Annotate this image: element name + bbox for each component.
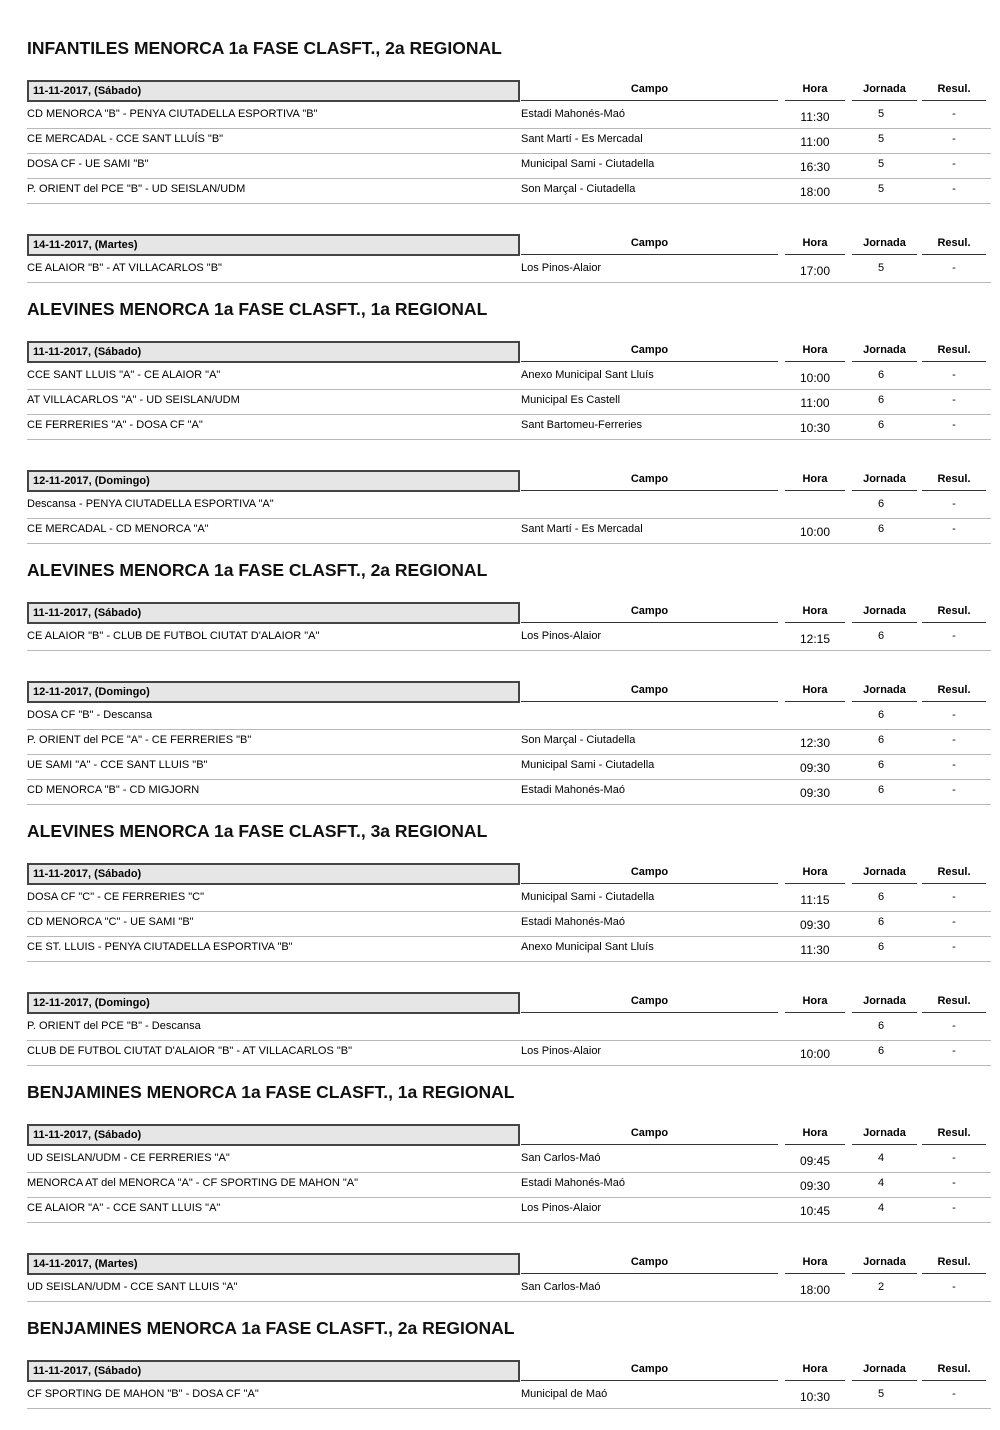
column-header-resul: Resul. [922,80,986,101]
match-date: 12-11-2017, (Domingo) [27,681,520,703]
group-header [0,602,1000,624]
match-time: 11:15 [800,893,830,907]
group-header [0,1253,1000,1275]
match-venue: Estadi Mahonés-Maó [521,1177,625,1189]
match-round: 6 [877,941,885,953]
match-time: 09:30 [799,786,831,800]
column-header-resul: Resul. [922,470,986,491]
column-header-jornada: Jornada [852,341,917,362]
column-header-resul: Resul. [922,341,986,362]
match-round: 5 [877,158,885,170]
match-teams: CE ALAIOR "B" - CLUB DE FUTBOL CIUTAT D'ALAIOR "A" [27,630,320,642]
match-venue: Estadi Mahonés-Maó [521,108,625,120]
match-venue: Sant Bartomeu-Ferreries [521,419,643,431]
match-result: - [952,1152,956,1164]
match-round: 4 [877,1177,885,1189]
match-teams: CE MERCADAL - CD MENORCA "A" [27,523,209,535]
match-time: 10:45 [799,1204,831,1218]
column-header-jornada: Jornada [852,602,917,623]
column-header-hora: Hora [785,80,845,101]
match-time: 10:30 [799,421,831,435]
column-header-jornada: Jornada [852,80,917,101]
fixture-row [27,937,991,962]
match-time: 09:30 [799,918,831,932]
match-result: - [952,183,956,195]
match-teams: UD SEISLAN/UDM - CE FERRERIES "A" [27,1152,230,1164]
match-result: - [952,419,956,431]
fixture-row [27,494,991,519]
match-date: 11-11-2017, (Sábado) [27,1124,520,1146]
match-round: 4 [877,1202,885,1214]
match-result: - [952,1177,956,1189]
match-venue: Anexo Municipal Sant Lluís [521,941,654,953]
match-result: - [952,133,956,145]
match-round: 6 [877,891,885,903]
fixture-row [27,780,991,805]
column-header-campo: Campo [521,341,778,362]
match-venue: Municipal Sami - Ciutadella [521,158,655,170]
match-round: 6 [877,419,885,431]
column-header-campo: Campo [521,863,778,884]
fixture-row [27,129,991,154]
match-teams: CCE SANT LLUIS "A" - CE ALAIOR "A" [27,369,221,381]
match-result: - [952,108,956,120]
column-header-resul: Resul. [922,992,986,1013]
match-date: 11-11-2017, (Sábado) [27,602,520,624]
section-title: ALEVINES MENORCA 1a FASE CLASFT., 3a REGIONAL [27,821,488,841]
match-venue: Municipal Es Castell [521,394,621,406]
fixture-row [27,519,991,544]
group-header [0,470,1000,492]
match-teams: P. ORIENT del PCE "B" - Descansa [27,1020,201,1032]
group-header [0,681,1000,703]
fixture-row [27,626,991,651]
match-teams: AT VILLACARLOS "A" - UD SEISLAN/UDM [27,394,240,406]
fixture-row [27,1277,991,1302]
match-round: 6 [877,734,885,746]
column-header-jornada: Jornada [852,1124,917,1145]
match-venue: Los Pinos-Alaior [521,1045,602,1057]
group-header [0,992,1000,1014]
match-date: 12-11-2017, (Domingo) [27,992,520,1014]
group-header [0,341,1000,363]
column-header-jornada: Jornada [852,234,917,255]
match-round: 2 [877,1281,885,1293]
match-result: - [952,262,956,274]
section-title: ALEVINES MENORCA 1a FASE CLASFT., 2a REGIONAL [27,560,488,580]
column-header-campo: Campo [521,681,778,702]
column-header-jornada: Jornada [852,1253,917,1274]
fixture-row [27,887,991,912]
match-venue: Los Pinos-Alaior [521,262,602,274]
match-result: - [952,916,956,928]
match-result: - [952,158,956,170]
column-header-hora: Hora [785,863,845,884]
column-header-hora: Hora [785,681,845,702]
match-venue: Son Marçal - Ciutadella [521,734,636,746]
column-header-campo: Campo [521,1253,778,1274]
section-title: BENJAMINES MENORCA 1a FASE CLASFT., 2a REGIONAL [27,1318,515,1338]
match-teams: CE ALAIOR "B" - AT VILLACARLOS "B" [27,262,222,274]
match-teams: CE MERCADAL - CCE SANT LLUÍS "B" [27,133,224,145]
column-header-campo: Campo [521,992,778,1013]
section-title: ALEVINES MENORCA 1a FASE CLASFT., 1a REGIONAL [27,299,488,319]
match-result: - [952,784,956,796]
column-header-jornada: Jornada [852,992,917,1013]
match-venue: Sant Martí - Es Mercadal [521,523,643,535]
match-teams: CF SPORTING DE MAHON "B" - DOSA CF "A" [27,1388,259,1400]
match-teams: DOSA CF "B" - Descansa [27,709,153,721]
match-time: 10:00 [799,371,831,385]
match-venue: Los Pinos-Alaior [521,630,602,642]
match-date: 11-11-2017, (Sábado) [27,863,520,885]
match-time: 16:30 [799,160,831,174]
fixture-row [27,1016,991,1041]
match-time: 18:00 [799,1283,831,1297]
match-date: 11-11-2017, (Sábado) [27,341,520,363]
column-header-hora: Hora [785,470,845,491]
match-venue: Estadi Mahonés-Maó [521,916,625,928]
fixture-row [27,1198,991,1223]
match-result: - [952,709,956,721]
match-result: - [952,1045,956,1057]
group-header [0,234,1000,256]
match-round: 5 [877,133,885,145]
match-round: 6 [877,369,885,381]
match-result: - [952,498,956,510]
column-header-campo: Campo [521,602,778,623]
section-title: INFANTILES MENORCA 1a FASE CLASFT., 2a REGIONAL [27,38,502,58]
column-header-hora: Hora [785,341,845,362]
match-venue: Sant Martí - Es Mercadal [521,133,643,145]
fixture-row [27,258,991,283]
column-header-campo: Campo [521,234,778,255]
fixture-row [27,365,991,390]
column-header-resul: Resul. [922,602,986,623]
match-teams: CD MENORCA "B" - CD MIGJORN [27,784,200,796]
column-header-campo: Campo [521,1360,778,1381]
match-result: - [952,891,956,903]
match-time: 11:00 [800,396,830,410]
column-header-jornada: Jornada [852,470,917,491]
match-teams: DOSA CF - UE SAMI "B" [27,158,149,170]
match-result: - [952,394,956,406]
fixture-row [27,390,991,415]
fixture-row [27,179,991,204]
column-header-hora: Hora [785,1360,845,1381]
match-time: 11:00 [800,135,830,149]
match-teams: Descansa - PENYA CIUTADELLA ESPORTIVA "A" [27,498,274,510]
match-result: - [952,734,956,746]
match-round: 6 [877,1045,885,1057]
fixture-row [27,1384,991,1409]
match-time: 17:00 [799,264,831,278]
match-round: 5 [877,1388,885,1400]
match-round: 6 [877,759,885,771]
fixture-row [27,415,991,440]
match-teams: UD SEISLAN/UDM - CCE SANT LLUIS "A" [27,1281,238,1293]
match-date: 14-11-2017, (Martes) [27,234,520,256]
match-teams: P. ORIENT del PCE "B" - UD SEISLAN/UDM [27,183,246,195]
column-header-resul: Resul. [922,681,986,702]
match-teams: CE ALAIOR "A" - CCE SANT LLUIS "A" [27,1202,221,1214]
fixture-row [27,1173,991,1198]
match-round: 6 [877,498,885,510]
match-time: 10:30 [799,1390,831,1404]
match-venue: Municipal Sami - Ciutadella [521,891,655,903]
fixture-row [27,104,991,129]
match-result: - [952,1281,956,1293]
column-header-jornada: Jornada [852,681,917,702]
column-header-hora: Hora [785,1253,845,1274]
column-header-campo: Campo [521,470,778,491]
section-title: BENJAMINES MENORCA 1a FASE CLASFT., 1a REGIONAL [27,1082,515,1102]
fixture-row [27,912,991,937]
match-result: - [952,630,956,642]
column-header-jornada: Jornada [852,1360,917,1381]
group-header [0,80,1000,102]
match-round: 5 [877,262,885,274]
match-round: 5 [877,183,885,195]
match-venue: Estadi Mahonés-Maó [521,784,625,796]
match-venue: San Carlos-Maó [521,1281,601,1293]
match-result: - [952,1020,956,1032]
match-venue: Municipal de Maó [521,1388,608,1400]
match-time: 12:30 [799,736,831,750]
group-header [0,1360,1000,1382]
match-teams: P. ORIENT del PCE "A" - CE FERRERIES "B" [27,734,252,746]
match-result: - [952,1388,956,1400]
match-teams: DOSA CF "C" - CE FERRERIES "C" [27,891,204,903]
match-teams: MENORCA AT del MENORCA "A" - CF SPORTING DE MAHON "A" [27,1177,359,1189]
column-header-hora: Hora [785,1124,845,1145]
match-venue: Los Pinos-Alaior [521,1202,602,1214]
column-header-resul: Resul. [922,863,986,884]
match-date: 11-11-2017, (Sábado) [27,80,520,102]
match-round: 4 [877,1152,885,1164]
match-round: 6 [877,709,885,721]
match-time: 09:30 [799,1179,831,1193]
match-teams: CE ST. LLUIS - PENYA CIUTADELLA ESPORTIVA "B" [27,941,293,953]
match-round: 6 [877,916,885,928]
match-venue: San Carlos-Maó [521,1152,601,1164]
match-date: 14-11-2017, (Martes) [27,1253,520,1275]
fixture-row [27,730,991,755]
match-teams: UE SAMI "A" - CCE SANT LLUIS "B" [27,759,208,771]
column-header-resul: Resul. [922,1360,986,1381]
match-teams: CD MENORCA "C" - UE SAMI "B" [27,916,194,928]
match-venue: Anexo Municipal Sant Lluís [521,369,654,381]
match-result: - [952,369,956,381]
match-time: 10:00 [799,1047,831,1061]
column-header-campo: Campo [521,1124,778,1145]
fixture-row [27,1148,991,1173]
match-round: 6 [877,1020,885,1032]
match-teams: CLUB DE FUTBOL CIUTAT D'ALAIOR "B" - AT VILLACARLOS "B" [27,1045,352,1057]
fixture-row [27,755,991,780]
match-date: 12-11-2017, (Domingo) [27,470,520,492]
group-header [0,863,1000,885]
match-result: - [952,759,956,771]
match-result: - [952,941,956,953]
match-round: 5 [877,108,885,120]
match-time: 18:00 [799,185,831,199]
match-round: 6 [877,523,885,535]
match-time: 09:30 [799,761,831,775]
match-teams: CE FERRERIES "A" - DOSA CF "A" [27,419,203,431]
fixture-row [27,1041,991,1066]
match-teams: CD MENORCA "B" - PENYA CIUTADELLA ESPORTIVA "B" [27,108,318,120]
column-header-resul: Resul. [922,1253,986,1274]
match-date: 11-11-2017, (Sábado) [27,1360,520,1382]
column-header-resul: Resul. [922,234,986,255]
column-header-jornada: Jornada [852,863,917,884]
column-header-hora: Hora [785,602,845,623]
column-header-hora: Hora [785,992,845,1013]
match-result: - [952,523,956,535]
group-header [0,1124,1000,1146]
match-time: 12:15 [799,632,831,646]
column-header-hora: Hora [785,234,845,255]
match-venue: Son Marçal - Ciutadella [521,183,636,195]
match-time: 10:00 [799,525,831,539]
column-header-campo: Campo [521,80,778,101]
match-result: - [952,1202,956,1214]
fixture-row [27,154,991,179]
match-venue: Municipal Sami - Ciutadella [521,759,655,771]
match-round: 6 [877,784,885,796]
fixture-row [27,705,991,730]
match-round: 6 [877,630,885,642]
match-round: 6 [877,394,885,406]
match-time: 11:30 [800,943,830,957]
column-header-resul: Resul. [922,1124,986,1145]
match-time: 11:30 [800,110,830,124]
match-time: 09:45 [799,1154,831,1168]
